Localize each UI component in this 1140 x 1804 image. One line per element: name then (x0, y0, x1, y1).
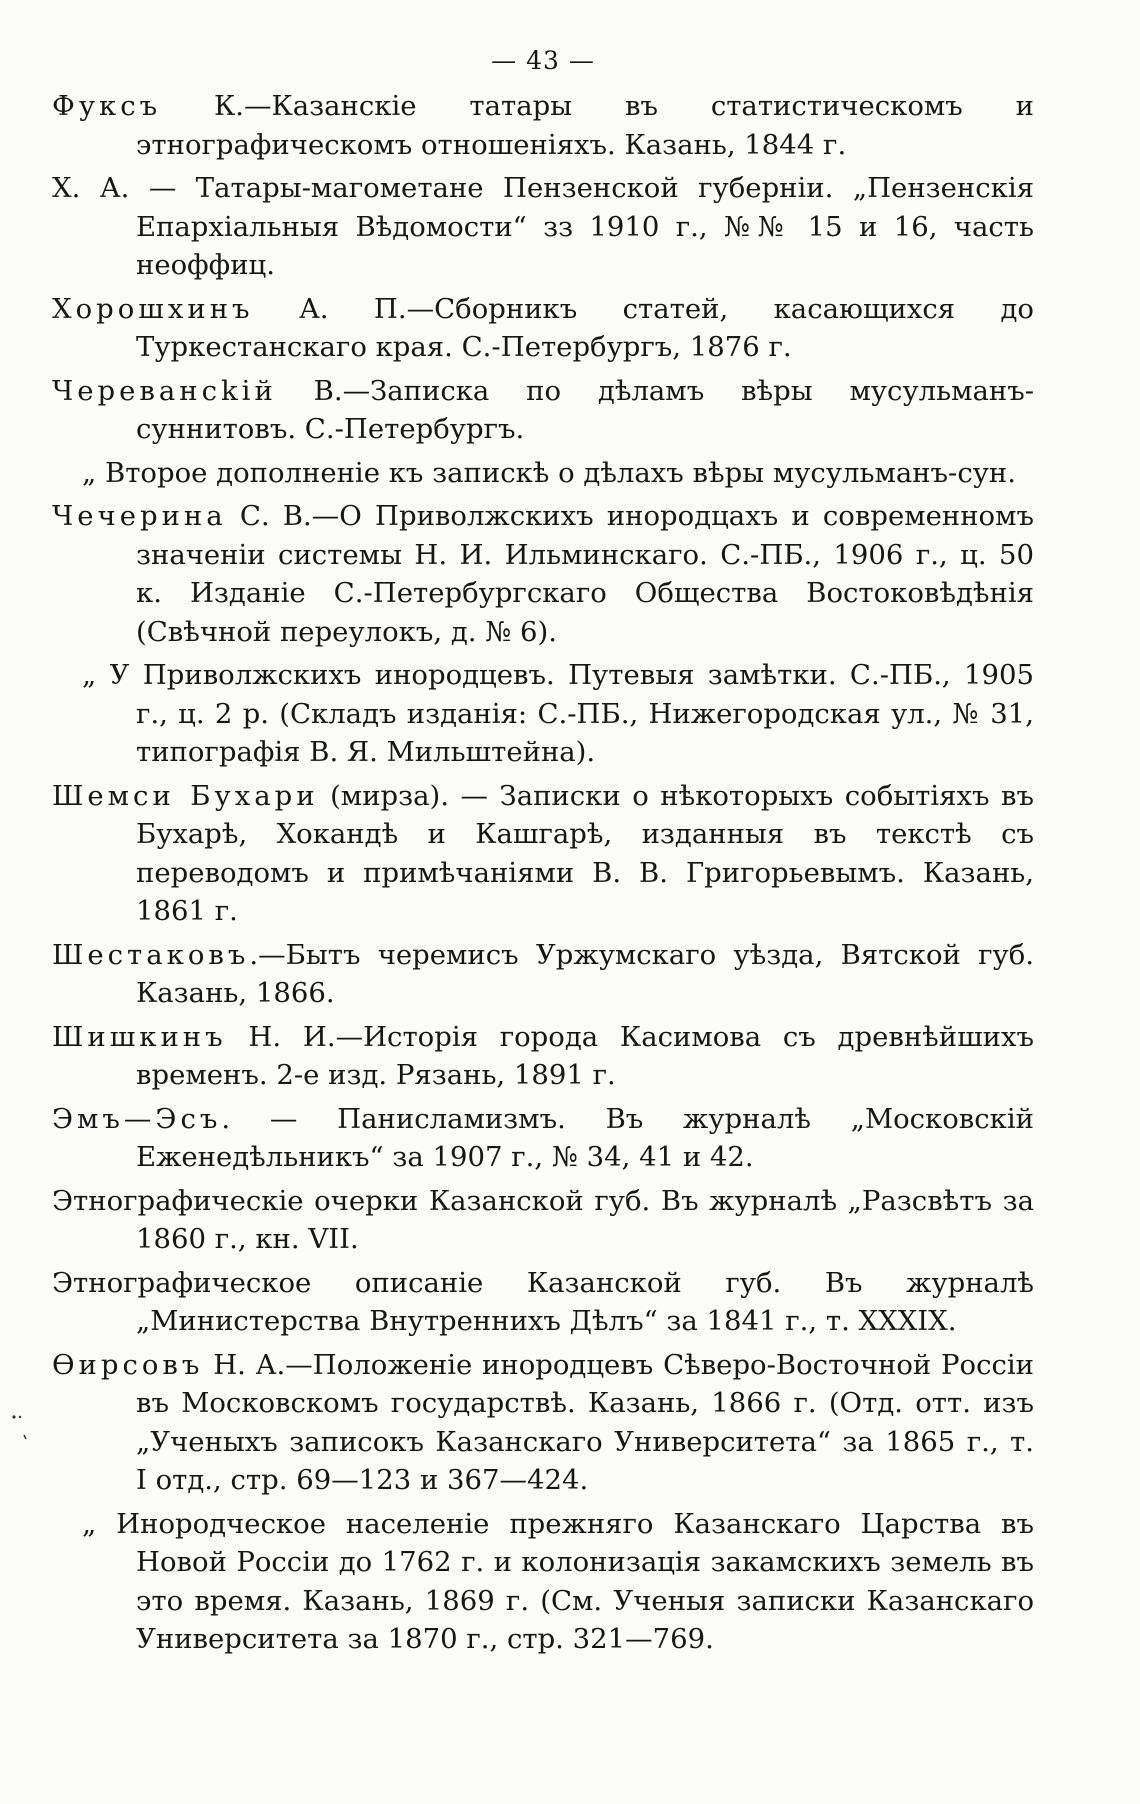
entry-author: Черевансkій (52, 374, 277, 407)
bibliography-entry (52, 1182, 1034, 1259)
entry-text: (мирза). — Записки о нѣкоторыхъ событіяхъ въ Бухарѣ, Хокандѣ и Кашгарѣ, изданныя въ текстѣ съ переводомъ и примѣчаніями В. В. Григорьевымъ. Казань, 1861 г. (136, 779, 1035, 927)
bibliography-entry-ditto (52, 656, 1034, 772)
entry-author: Фуксъ (52, 90, 162, 122)
entry-author: Эмъ—Эсъ (52, 1102, 222, 1135)
bibliography-entry (52, 1018, 1034, 1095)
entry-text: .—Бытъ черемисъ Уржумскаго уѣзда, Вятской губ. Казань, 1866. (136, 938, 1034, 1009)
entry-text: В.—Записка по дѣламъ вѣры мусульманъ-суннитовъ. С.-Петербургъ. (136, 374, 1034, 445)
entry-author: Шишкинъ (52, 1020, 227, 1053)
entry-text: Н. И.—Исторія города Касимова съ древнѣйшихъ временъ. 2-е изд. Рязань, 1891 г. (136, 1020, 1034, 1091)
entry-text: Н. А.—Положеніе инородцевъ Сѣверо-Восточной Россіи въ Московскомъ государствѣ. Казань, 1866 г. (Отд. отт. изъ „Ученыхъ записокъ Казанскаго Университета“ за 1865 г., т. I отд., стр. 69—123 и 367—424. (136, 1348, 1034, 1496)
entry-author: Ѳирсовъ (52, 1348, 204, 1381)
bibliography-entry (52, 497, 1034, 651)
entry-text: К.—Казанскіе татары въ статистическомъ и этнографическомъ отношеніяхъ. Казань, 1844 г. (136, 90, 1034, 161)
entry-text: „ Инородческое населеніе прежняго Казанскаго Царства въ Новой Россіи до 1762 г. и колонизація закамскихъ земель въ это время. Казань, 1869 г. (См. Ученыя записки Казанскаго Университета за 1870 г., стр. 321—769. (82, 1507, 1034, 1655)
entry-text: Х. А. — Татары-магометане Пензенской губерніи. „Пензенскія Епархіальныя Вѣдомости“ зз 1910 г., №№ 15 и 16, часть неоффиц. (52, 172, 1034, 281)
ink-speck-icon (10, 1405, 30, 1465)
entry-text: Этнографическое описаніе Казанской губ. Въ журналѣ „Министерства Внутреннихъ Дѣлъ“ за 1841 г., т. XXXIX. (52, 1266, 1034, 1337)
margin-ink-marks (10, 1405, 30, 1471)
entry-text: С. В.—О Приволжскихъ инородцахъ и современномъ значеніи системы Н. И. Ильминскаго. С.-ПБ., 1906 г., ц. 50 к. Изданіе С.-Петербургскаго Общества Востоковѣдѣнія (Свѣчной переулокъ, д. № 6). (136, 500, 1034, 648)
bibliography-entry (52, 290, 1034, 367)
bibliography-entry-ditto (52, 454, 1034, 493)
entry-author: Чечерина (52, 500, 227, 532)
page-number: — 43 — (491, 46, 595, 75)
entry-text: . — Панисламизмъ. Въ журналѣ „Московскій Еженедѣльникъ“ за 1907 г., № 34, 41 и 42. (136, 1102, 1034, 1173)
bibliography-entry (52, 1100, 1034, 1177)
bibliography-entry (52, 936, 1034, 1013)
bibliography-entry (52, 1346, 1034, 1500)
entry-text: „ У Приволжскихъ инородцевъ. Путевыя замѣтки. С.-ПБ., 1905 г., ц. 2 р. (Складъ изданія: С.-ПБ., Нижегородская ул., № 31, типографія В. Я. Мильштейна). (82, 659, 1034, 768)
entry-author: Шестаковъ (52, 938, 250, 971)
entry-author: Шемси Бухари (52, 779, 319, 812)
bibliography-entry (52, 777, 1034, 931)
entry-text: Этнографическіе очерки Казанской губ. Въ журналѣ „Разсвѣтъ за 1860 г., кн. VII. (52, 1184, 1034, 1255)
entry-text: „ Второе дополненіе къ запискѣ о дѣлахъ вѣры мусульманъ-сун. (82, 456, 1016, 489)
bibliography-entry-ditto (52, 1505, 1034, 1659)
bibliography-entry (52, 87, 1034, 164)
bibliography-entry (52, 1264, 1034, 1341)
bibliography-entry (52, 372, 1034, 449)
bibliography-entry (52, 169, 1034, 285)
entry-author: Хорошхинъ (52, 292, 254, 325)
entry-text: А. П.—Сборникъ статей, касающихся до Туркестанскаго края. С.-Петербургъ, 1876 г. (136, 292, 1034, 363)
